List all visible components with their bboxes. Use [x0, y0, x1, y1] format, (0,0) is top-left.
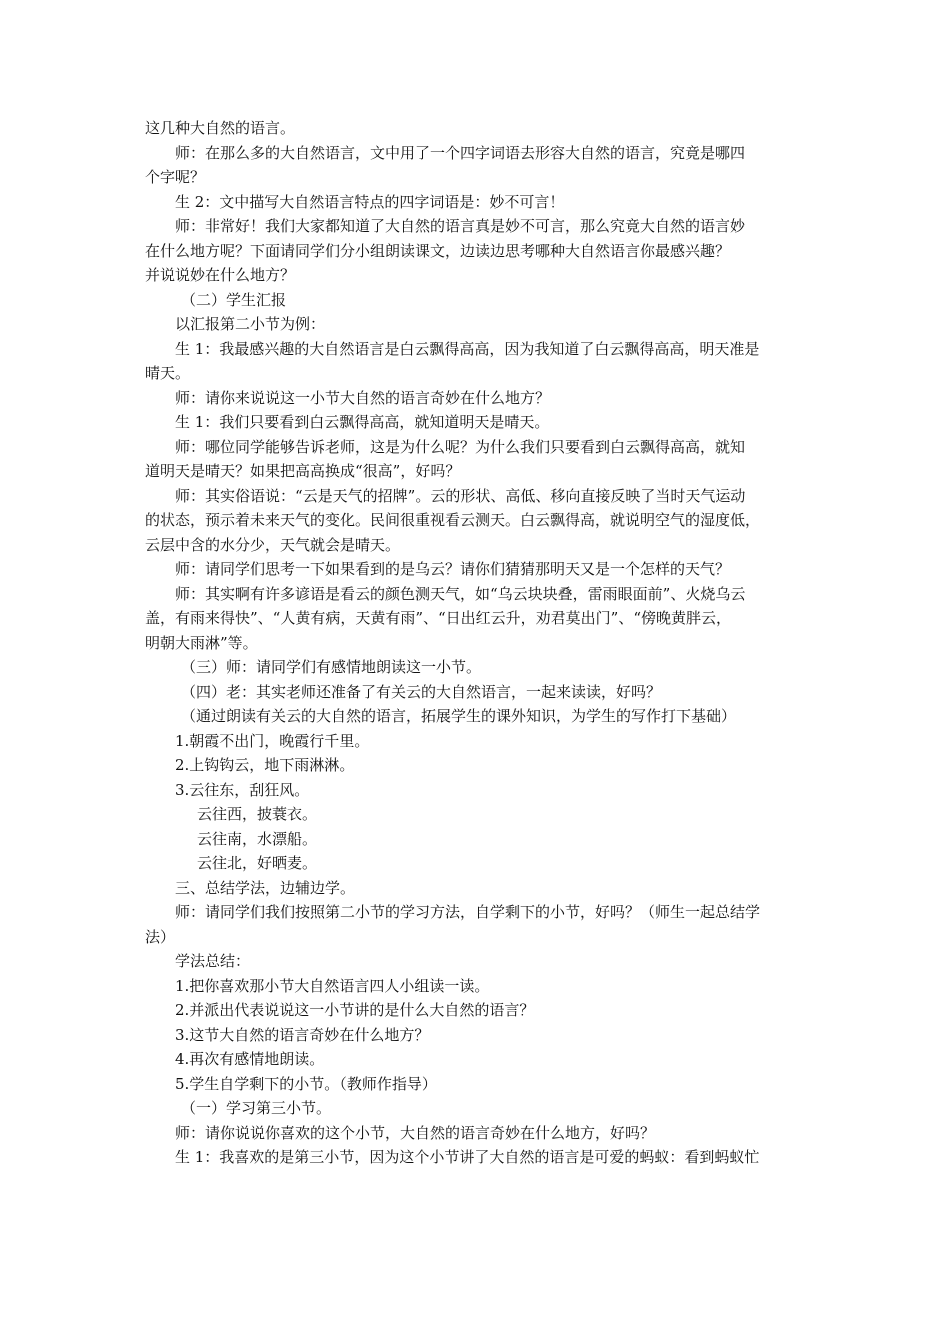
- text-line: 1.把你喜欢那小节大自然语言四人小组读一读。: [175, 976, 490, 995]
- text-line: 师：其实俗语说：“云是天气的招牌”。云的形状、高低、移向直接反映了当时天气运动: [175, 486, 746, 505]
- text-line: 5.学生自学剩下的小节。（教师作指导）: [175, 1074, 437, 1093]
- text-line: 的状态，预示着未来天气的变化。民间很重视看云测天。白云飘得高，就说明空气的湿度低，: [145, 511, 761, 529]
- text-line: （一）学习第三小节。: [181, 1099, 332, 1117]
- text-line: 师：请同学们我们按照第二小节的学习方法，自学剩下的小节，好吗？（师生一起总结学: [175, 903, 761, 921]
- text-line: 这几种大自然的语言。: [145, 119, 296, 137]
- text-line: 师：在那么多的大自然语言，文中用了一个四字词语去形容大自然的语言，究竟是哪四: [175, 143, 746, 162]
- text-line: 生 1：我最感兴趣的大自然语言是白云飘得高高，因为我知道了白云飘得高高，明天准是: [175, 339, 760, 358]
- text-line: 云层中含的水分少，天气就会是晴天。: [145, 535, 401, 554]
- text-line: 云往南，水漂船。: [197, 829, 318, 848]
- document-body: [145, 116, 805, 1170]
- text-line: 师：请你来说说这一小节大自然的语言奇妙在什么地方？: [175, 388, 551, 407]
- text-line: 云往西，披蓑衣。: [197, 805, 318, 823]
- text-line: 盖，有雨来得快”、“人黄有病，天黄有雨”、“日出红云升，劝君莫出门”、“傍晚黄胖云，: [145, 609, 732, 627]
- text-line: 4.再次有感情地朗读。: [175, 1050, 325, 1068]
- text-line: 个字呢？: [145, 168, 206, 186]
- text-line: 生 2：文中描写大自然语言特点的四字词语是：妙不可言！: [175, 192, 565, 211]
- text-line: 2.并派出代表说说这一小节讲的是什么大自然的语言？: [175, 1001, 535, 1019]
- text-line: 师：哪位同学能够告诉老师，这是为什么呢？为什么我们只要看到白云飘得高高，就知: [175, 437, 746, 456]
- text-line: 师：其实啊有许多谚语是看云的颜色测天气，如“乌云块块叠，雷雨眼面前”、火烧乌云: [175, 584, 746, 603]
- text-line: 生 1：我喜欢的是第三小节，因为这个小节讲了大自然的语言是可爱的蚂蚁：看到蚂蚁忙: [175, 1148, 760, 1166]
- text-line: 1.朝霞不出门，晚霞行千里。: [175, 731, 370, 750]
- text-line: 并说说妙在什么地方？: [145, 266, 296, 284]
- text-line: （二）学生汇报: [181, 290, 287, 309]
- text-line: 学法总结：: [175, 952, 251, 970]
- text-line: 3.这节大自然的语言奇妙在什么地方？: [175, 1025, 430, 1044]
- text-line: 师：请你说说你喜欢的这个小节，大自然的语言奇妙在什么地方，好吗？: [175, 1123, 656, 1142]
- text-line: 晴天。: [145, 364, 191, 382]
- text-line: 明朝大雨淋”等。: [145, 633, 258, 652]
- text-line: 3.云往东，刮狂风。: [175, 780, 310, 799]
- text-line: （四）老：其实老师还准备了有关云的大自然语言，一起来读读，好吗？: [181, 682, 662, 701]
- text-line: （三）师：请同学们有感情地朗读这一小节。: [181, 658, 482, 676]
- text-line: 2.上钩钩云，地下雨淋淋。: [175, 756, 355, 774]
- text-line: 云往北，好晒麦。: [197, 854, 318, 872]
- text-line: 师：非常好！我们大家都知道了大自然的语言真是妙不可言，那么究竟大自然的语言妙: [175, 217, 746, 235]
- text-line: 道明天是晴天？如果把高高换成“很高”，好吗？: [145, 462, 461, 480]
- text-line: 法）: [145, 927, 176, 946]
- text-line: 以汇报第二小节为例：: [175, 315, 326, 333]
- text-line: 三、总结学法，边辅边学。: [175, 878, 356, 897]
- text-line: 师：请同学们思考一下如果看到的是乌云？请你们猜猜那明天又是一个怎样的天气？: [175, 560, 731, 578]
- text-line: 在什么地方呢？下面请同学们分小组朗读课文，边读边思考哪种大自然语言你最感兴趣？: [145, 241, 731, 260]
- text-line: （通过朗读有关云的大自然的语言，拓展学生的课外知识，为学生的写作打下基础）: [181, 707, 737, 725]
- text-line: 生 1：我们只要看到白云飘得高高，就知道明天是晴天。: [175, 413, 550, 431]
